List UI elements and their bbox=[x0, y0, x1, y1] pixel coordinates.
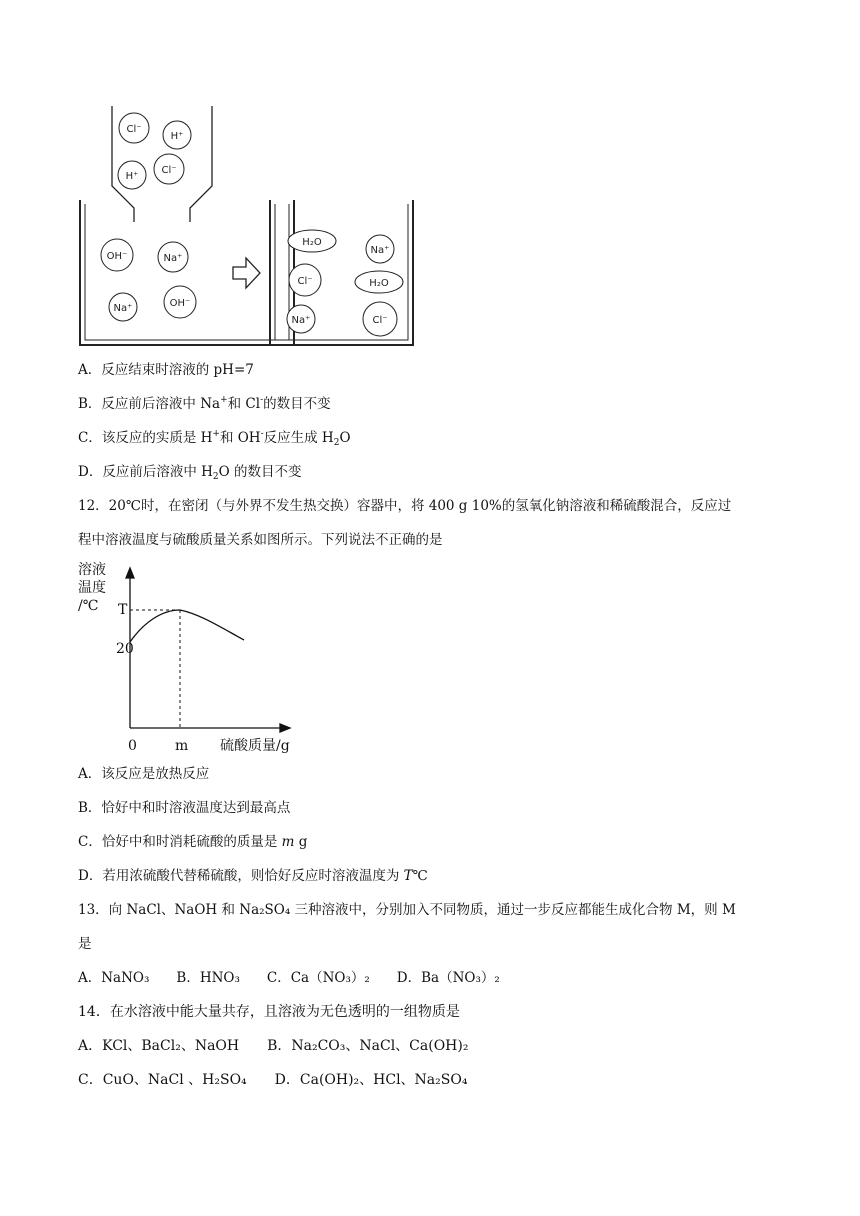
sup: + bbox=[212, 429, 220, 439]
temperature-curve bbox=[130, 610, 244, 642]
text: D．若用浓硫酸代替稀硫酸，则恰好反应时溶液温度为 bbox=[78, 868, 404, 884]
text: g bbox=[294, 834, 308, 850]
q11-option-a: A．反应结束时溶液的 pH=7 bbox=[78, 362, 254, 378]
text: O 的数目不变 bbox=[218, 464, 302, 480]
var: m bbox=[281, 834, 295, 850]
var: T bbox=[403, 868, 413, 884]
q12-option-c bbox=[78, 832, 307, 852]
label: H₂O bbox=[369, 278, 389, 289]
sub: 2 bbox=[333, 438, 340, 448]
q12-stem-line1: 12．20℃时，在密闭（与外界不发生热交换）容器中，将 400 g 10%的氢氧化钠溶液和稀硫酸混合，反应过 bbox=[78, 498, 732, 514]
label: Cl⁻ bbox=[297, 276, 313, 287]
x-axis-label: 硫酸质量/g bbox=[220, 738, 290, 754]
sup: + bbox=[220, 395, 228, 405]
label: Cl⁻ bbox=[126, 124, 142, 135]
q11-option-c bbox=[78, 428, 351, 448]
text: 的数目不变 bbox=[263, 396, 331, 412]
temperature-chart bbox=[76, 558, 302, 758]
label: Na⁺ bbox=[113, 303, 133, 314]
text: D．反应前后溶液中 H bbox=[78, 464, 213, 480]
x-tick-m: m bbox=[175, 738, 189, 754]
sup: - bbox=[260, 429, 264, 439]
q12-option-a: A．该反应是放热反应 bbox=[78, 766, 210, 782]
q11-option-b bbox=[78, 394, 331, 414]
label: H⁺ bbox=[170, 131, 184, 142]
q14-stem: 14．在水溶液中能大量共存，且溶液为无色透明的一组物质是 bbox=[78, 1004, 460, 1020]
label: H₂O bbox=[302, 237, 322, 248]
label: Na⁺ bbox=[163, 253, 183, 264]
sup: - bbox=[260, 395, 264, 405]
left-beaker bbox=[80, 200, 294, 345]
q12-option-b: B．恰好中和时溶液温度达到最高点 bbox=[78, 800, 291, 816]
label: Na⁺ bbox=[370, 245, 390, 256]
q14-options-ab: A．KCl、BaCl₂、NaOH B．Na₂CO₃、NaCl、Ca(OH)₂ bbox=[78, 1038, 469, 1054]
text: 反应生成 H bbox=[263, 430, 334, 446]
text: ℃ bbox=[412, 868, 428, 884]
y-axis-label-line1: 溶液 bbox=[78, 562, 106, 578]
q13-stem-line1: 13．向 NaCl、NaOH 和 Na₂SO₄ 三种溶液中，分别加入不同物质，通过一步反应都能生成化合物 M，则 M bbox=[78, 902, 736, 918]
text: B．反应前后溶液中 Na bbox=[78, 396, 221, 412]
y-tick-20: 20 bbox=[116, 641, 134, 657]
reaction-arrow bbox=[233, 258, 260, 288]
y-tick-t: T bbox=[118, 602, 128, 618]
sub: 2 bbox=[212, 472, 219, 482]
label: Cl⁻ bbox=[161, 165, 177, 176]
q13-options: A．NaNO₃ B．HNO₃ C．Ca（NO₃）₂ D．Ba（NO₃）₂ bbox=[78, 970, 500, 986]
x-tick-0: 0 bbox=[128, 738, 137, 754]
text: 和 OH bbox=[219, 430, 261, 446]
text: C．恰好中和时消耗硫酸的质量是 bbox=[78, 834, 282, 850]
y-axis-label-line3: /℃ bbox=[78, 598, 99, 614]
ion-reaction-diagram bbox=[70, 100, 430, 355]
q12-option-d bbox=[78, 866, 428, 886]
label: Na⁺ bbox=[291, 315, 311, 326]
q11-option-d bbox=[78, 462, 301, 482]
label: OH⁻ bbox=[169, 298, 191, 309]
text: C．该反应的实质是 H bbox=[78, 430, 213, 446]
label: H⁺ bbox=[125, 171, 139, 182]
text: 和 Cl bbox=[227, 396, 261, 412]
text: O bbox=[339, 430, 351, 446]
q13-stem-line2: 是 bbox=[78, 936, 92, 952]
q14-options-cd: C．CuO、NaCl 、H₂SO₄ D．Ca(OH)₂、HCl、Na₂SO₄ bbox=[78, 1072, 468, 1088]
label: Cl⁻ bbox=[372, 315, 388, 326]
q12-stem-line2: 程中溶液温度与硫酸质量关系如图所示。下列说法不正确的是 bbox=[78, 532, 443, 548]
label: OH⁻ bbox=[106, 251, 128, 262]
y-axis-label-line2: 温度 bbox=[78, 580, 106, 596]
